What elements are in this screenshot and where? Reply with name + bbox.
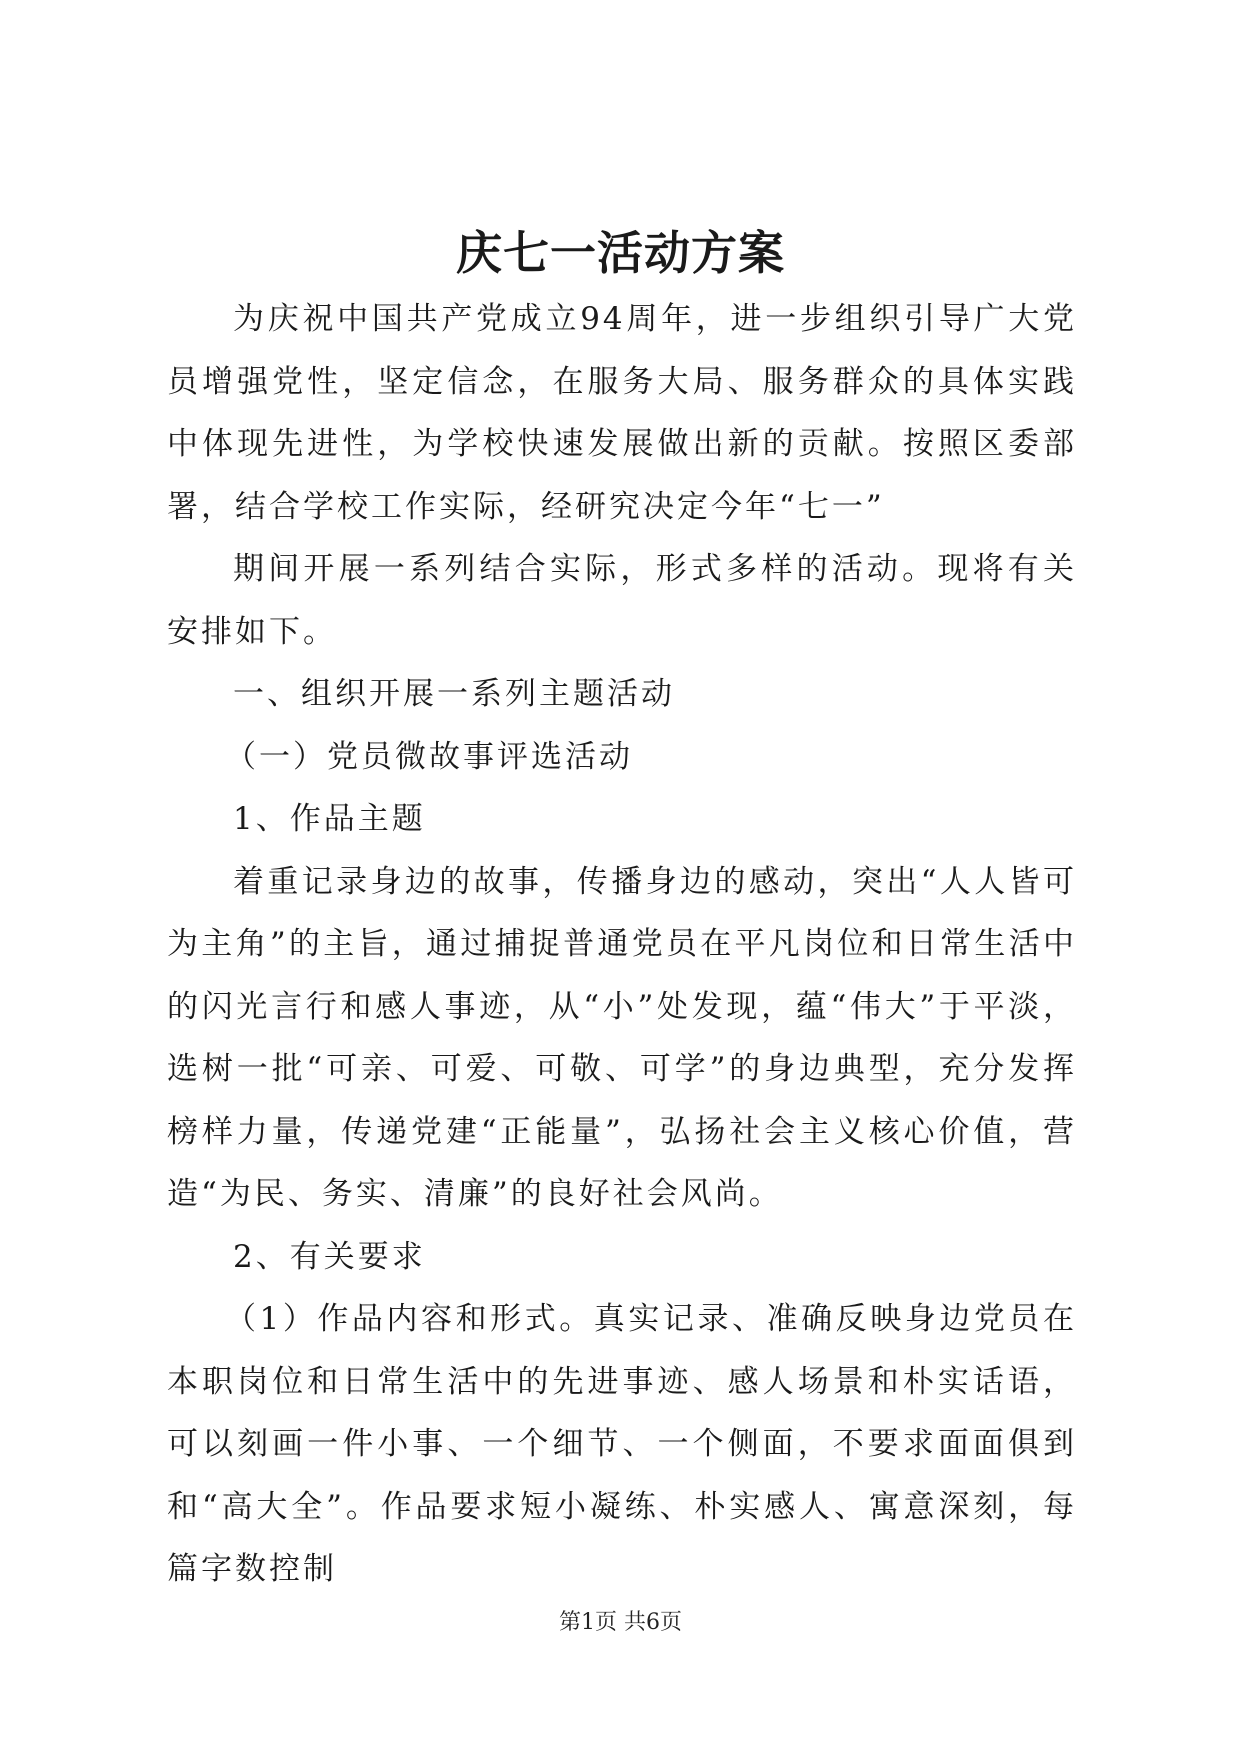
item-heading-theme: 1、作品主题 [233,801,426,837]
document-title: 庆七一活动方案 [456,226,785,280]
paragraph-requirements: （1）作品内容和形式。真实记录、准确反映身边党员在本职岗位和日常生活中的先进事迹、感人场景和朴实话语，可以刻画一件小事、一个细节、一个侧面，不要求面面俱到和“高大全”。作品要求短小凝练、朴实感人、寓意深刻，每篇字数控制 [167,1301,1077,1587]
paragraph-intro: 为庆祝中国共产党成立94周年，进一步组织引导广大党员增强党性，坚定信念，在服务大局、服务群众的具体实践中体现先进性，为学校快速发展做出新的贡献。按照区委部署，结合学校工作实际，经研究决定今年“七一” [167,301,1077,525]
document-body [167,288,1077,1601]
paragraph-arrangement: 期间开展一系列结合实际，形式多样的活动。现将有关安排如下。 [167,551,1077,650]
paragraph-theme: 着重记录身边的故事，传播身边的感动，突出“人人皆可为主角”的主旨，通过捕捉普通党员在平凡岗位和日常生活中的闪光言行和感人事迹，从“小”处发现，蕴“伟大”于平淡，选树一批“可亲、可爱、可敬、可学”的身边典型，充分发挥榜样力量，传递党建“正能量”，弘扬社会主义核心价值，营造“为民、务实、清廉”的良好社会风尚。 [167,863,1077,1212]
page-footer: 第1页 共6页 [559,1610,682,1635]
section-heading-1: 一、组织开展一系列主题活动 [233,676,675,712]
item-heading-requirements: 2、有关要求 [233,1238,426,1275]
subsection-heading-1: （一）党员微故事评选活动 [225,738,633,775]
